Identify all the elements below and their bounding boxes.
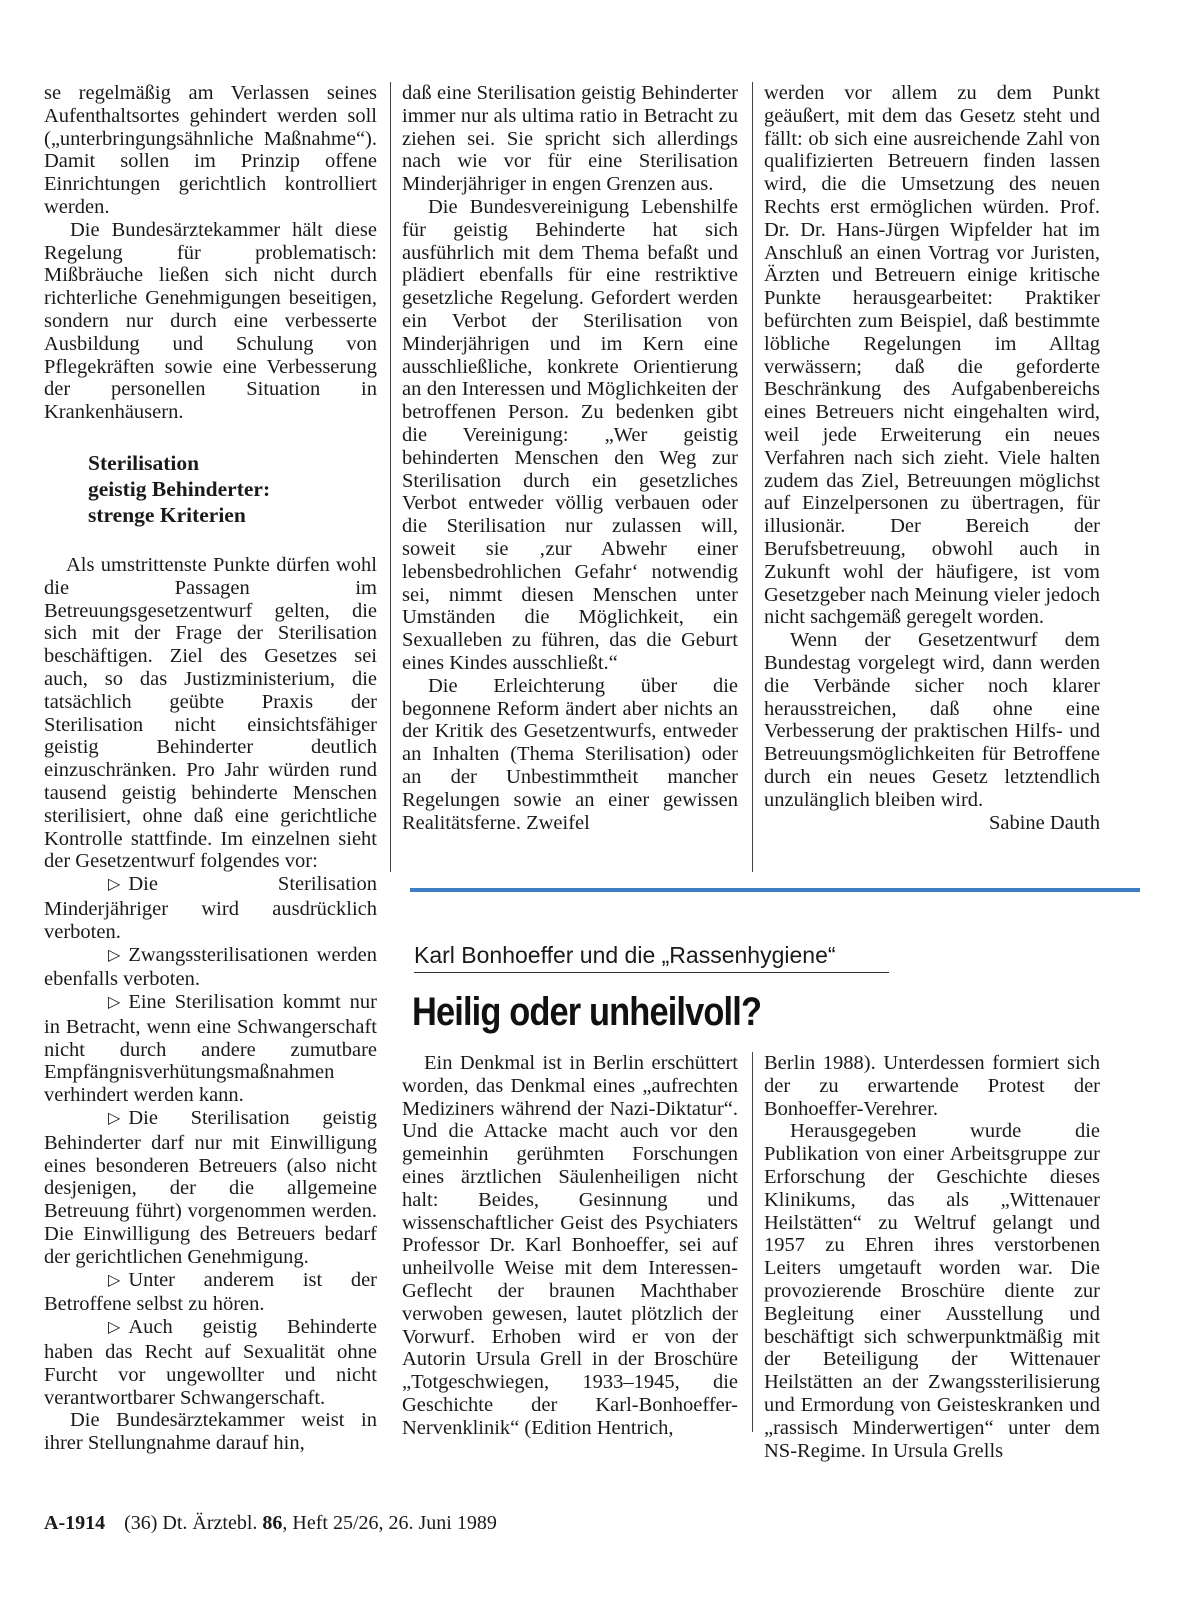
page-footer — [44, 1512, 497, 1535]
paragraph: Die Bundesärztekammer weist in ihrer Stellungnahme darauf hin, — [44, 1409, 377, 1455]
citation-prefix: (36) Dt. Ärztebl. — [124, 1512, 258, 1534]
paragraph: Die Erleichterung über die begonnene Reform ändert aber nichts an der Kritik des Gesetzentwurfs, entweder an Inhalten (Thema Sterilisation) oder an der Unbestimmtheit mancher Regelungen sowie an einer gewissen Realitätsferne. Zweifel — [402, 674, 738, 834]
article-separator-bar — [410, 888, 1140, 892]
paragraph: Als umstrittenste Punkte dürfen wohl die Passagen im Betreuungsgesetzentwurf gelten, die sich mit der Frage der Sterilisation beschäftigen. Ziel des Gesetzes sei auch, so das Justizministerium, die tatsächlich geübte Praxis der Sterilisation nicht einsichtsfähiger geistig Behinderter deutlich einzuschränken. Pro Jahr würden rund tausend geistig behinderte Menschen sterilisiert, ohne daß eine gerichtliche Kontrolle stattfinde. Im einzelnen sieht der Gesetzentwurf folgendes vor: — [44, 553, 377, 873]
column-divider — [752, 82, 753, 872]
paragraph: Berlin 1988). Unterdessen formiert sich der zu erwartende Protest der Bonhoeffer-Verehrer. — [764, 1052, 1100, 1120]
paragraph: Herausgegeben wurde die Publikation von einer Arbeitsgruppe zur Erforschung der Geschichte dieses Klinikums, das als „Wittenauer Heilstätten“ zu Weltruf gelangt und 1957 zu Ehren ihres verstorbenen Leiters umgetauft worden war. Die provozierende Broschüre diente zur Begleitung einer Ausstellung und beschäftigt sich schwerpunktmäßig mit der Beteiligung der Wittenauer Heilstätten an der Zwangssterilisierung und Ermordung von Geisteskranken und „rassisch Minderwertigen“ unter dem NS-Regime. In Ursula Grells — [764, 1120, 1100, 1462]
article2-column-right — [764, 1052, 1100, 1462]
triangle-bullet-icon: ▷ — [108, 1319, 121, 1337]
article-kicker: Karl Bonhoeffer und die „Rassenhygiene“ — [414, 942, 836, 968]
subheading-line: Sterilisation — [88, 450, 200, 475]
page-number: A-1914 — [44, 1512, 106, 1534]
column-1 — [44, 82, 377, 1455]
list-item — [44, 1107, 377, 1269]
paragraph: Wenn der Gesetzentwurf dem Bundestag vorgelegt wird, dann werden die Verbände sicher noch klarer herausstreichen, daß ohne eine Verbesserung der praktischen Hilfs- und Betreuungsmöglichkeiten für Betroffene durch ein neues Gesetz letztendlich unzulänglich bleiben wird. — [764, 629, 1100, 811]
list-item-text: Unter anderem ist der Betroffene selbst zu hören. — [44, 1268, 377, 1316]
paragraph: daß eine Sterilisation geistig Behinderter immer nur als ultima ratio in Betracht zu ziehen sei. Sie spricht sich allerdings nach wie vor für eine Sterilisation Minderjähriger in engen Grenzen aus. — [402, 82, 738, 196]
triangle-bullet-icon: ▷ — [108, 946, 121, 964]
paragraph: se regelmäßig am Verlassen seines Aufenthaltsortes gehindert werden soll („unterbringungsähnliche Maßnahme“). Damit sollen im Prinzip offene Einrichtungen gerichtlich kontrolliert werden. — [44, 82, 377, 218]
list-item — [44, 1269, 377, 1317]
list-item — [44, 991, 377, 1107]
column-3 — [764, 82, 1100, 834]
subheading-line: geistig Behinderter: — [88, 476, 271, 501]
triangle-bullet-icon: ▷ — [108, 876, 121, 894]
paragraph: Ein Denkmal ist in Berlin erschüttert worden, das Denkmal eines „aufrechten Mediziners während der Nazi-Diktatur“. Und die Attacke macht auch vor den gemeinhin gerühmten Forschungen eines ärztlichen Säulenheiligen nicht halt: Beides, Gesinnung und wissenschaftlicher Geist des Psychiaters Professor Dr. Karl Bonhoeffer, sei auf unheilvolle Weise mit dem Interessen-Geflecht der braunen Machthaber verwoben gewesen, lautet plötzlich der Vorwurf. Erhoben wird er von der Autorin Ursula Grell in der Broschüre „Totgeschwiegen, 1933–1945, die Geschichte der Karl-Bonhoeffer-Nervenklinik“ (Edition Hentrich, — [402, 1052, 738, 1439]
column-2 — [402, 82, 738, 834]
subheading — [88, 450, 377, 528]
column-divider — [390, 82, 391, 872]
list-item — [44, 944, 377, 992]
list-item — [44, 1316, 377, 1409]
list-item — [44, 873, 377, 943]
column-divider — [752, 1052, 753, 1432]
list-item-text: Eine Sterilisation kommt nur in Betracht, wenn eine Schwangerschaft nicht durch andere zumutbare Empfängnisverhütungsmaßnahmen verhindert werden kann. — [44, 991, 377, 1107]
triangle-bullet-icon: ▷ — [108, 994, 121, 1012]
article2-column-left — [402, 1052, 738, 1440]
paragraph: Die Bundesvereinigung Lebenshilfe für geistig Behinderte hat sich ausführlich mit dem Thema befaßt und plädiert ebenfalls für eine restriktive gesetzliche Regelung. Gefordert werden ein Verbot der Sterilisation von Minderjährigen und im Kern eine ausschließliche, konkrete Orientierung an den Interessen und Möglichkeiten der betroffenen Person. Zu bedenken gibt die Vereinigung: „Wer geistig behinderten Menschen den Weg zur Sterilisation durch ein gesetzliches Verbot entweder völlig verbauen oder die Sterilisation nur zulassen will, soweit sie ‚zur Abwehr einer lebensbedrohlichen Gefahr‘ notwendig sei, nimmt diesen Menschen unter Umständen die Möglichkeit, ein Sexualleben zu führen, das die Geburt eines Kindes ausschließt.“ — [402, 195, 738, 674]
kicker-underline — [414, 972, 889, 973]
article-headline: Heilig oder unheilvoll? — [412, 990, 762, 1034]
list-item-text: Die Sterilisation geistig Behinderter darf nur mit Einwilligung eines besonderen Betreuers (also nicht desjenigen, der die allgemeine Betreuung führt) vorgenommen werden. Die Einwilligung des Betreuers bedarf der gerichtlichen Genehmigung. — [44, 1107, 377, 1268]
author-signature: Sabine Dauth — [988, 811, 1100, 834]
citation-volume: 86 — [262, 1512, 283, 1534]
triangle-bullet-icon: ▷ — [108, 1110, 121, 1128]
list-item-text: Zwangssterilisationen werden ebenfalls verboten. — [44, 943, 377, 991]
citation-suffix: , Heft 25/26, 26. Juni 1989 — [282, 1512, 497, 1534]
subheading-line: strenge Kriterien — [88, 502, 246, 527]
list-item-text: Auch geistig Behinderte haben das Recht auf Sexualität ohne Furcht vor ungewollter und nicht verantwortbarer Schwangerschaft. — [44, 1316, 377, 1409]
list-item-text: Die Sterilisation Minderjähriger wird ausdrücklich verboten. — [44, 873, 377, 943]
triangle-bullet-icon: ▷ — [108, 1271, 121, 1289]
paragraph: Die Bundesärztekammer hält diese Regelung für problematisch: Mißbräuche ließen sich nicht durch richterliche Genehmigungen beseitigen, sondern nur durch eine verbesserte Ausbildung und Schulung von Pflegekräften sowie eine Verbesserung der personellen Situation in Krankenhäusern. — [44, 218, 377, 424]
paragraph: werden vor allem zu dem Punkt geäußert, mit dem das Gesetz steht und fällt: ob sich eine ausreichende Zahl von qualifizierten Betreuern finden lassen wird, die die Umsetzung des neuen Rechts erst ermöglichen würden. Prof. Dr. Dr. Hans-Jürgen Wipfelder hat im Anschluß an einen Vortrag vor Juristen, Ärzten und Betreuern einige kritische Punkte herausgearbeitet: Praktiker befürchten zum Beispiel, daß bestimmte löbliche Regelungen im Alltag verwässern; daß die geforderte Beschränkung des Aufgabenbereichs eines Betreuers nicht eingehalten wird, weil jede Erweiterung ein neues Verfahren nach sich zieht. Viele halten zudem das Ziel, Betreuungen möglichst auf Einzelpersonen zu übertragen, für illusionär. Der Bereich der Berufsbetreuung, obwohl auch in Zukunft wohl der häufigere, ist vom Gesetzgeber nach Meinung vieler jedoch nicht sachgemäß geregelt worden. — [764, 82, 1100, 629]
